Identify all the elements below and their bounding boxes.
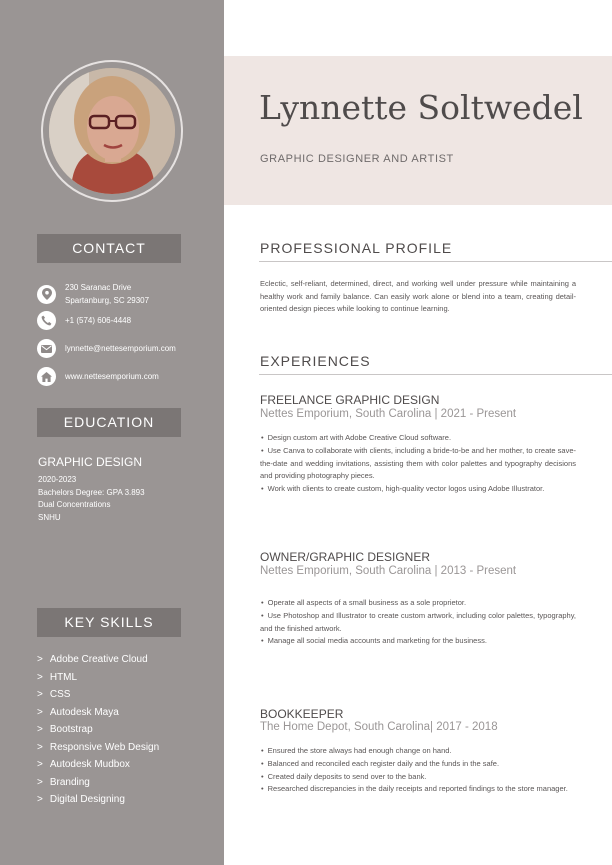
profile-photo (49, 68, 175, 194)
job-bullet: • Manage all social media accounts and marketing for the business. (261, 636, 487, 646)
person-name: Lynnette Soltwedel (259, 88, 583, 127)
skill-item: > HTML (37, 671, 78, 683)
contact-address (37, 281, 149, 307)
job-subtitle: Nettes Emporium, South Carolina | 2021 - Present (260, 408, 517, 420)
job-subtitle: Nettes Emporium, South Carolina | 2013 - Present (260, 565, 517, 577)
job-title: FREELANCE GRAPHIC DESIGN (260, 393, 440, 407)
phone-icon (37, 311, 56, 330)
education-heading: EDUCATION (37, 408, 181, 437)
header-band (224, 56, 612, 205)
job-bullet: • Researched discrepancies in the daily receipts and reported findings to the store manager. (261, 784, 568, 794)
skill-item: > Responsive Web Design (37, 741, 160, 753)
job-bullets (260, 597, 576, 648)
skill-item: > Digital Designing (37, 794, 125, 805)
job-title: OWNER/GRAPHIC DESIGNER (260, 550, 431, 564)
job-bullets (260, 745, 576, 796)
job-bullet: • Ensured the store always had enough change on hand. (261, 746, 452, 755)
experiences-heading: EXPERIENCES (260, 353, 371, 369)
person-role: GRAPHIC DESIGNER AND ARTIST (260, 153, 454, 165)
address-line2: Spartanburg, SC 29307 (65, 296, 150, 305)
job-title: BOOKKEEPER (260, 707, 344, 721)
skill-item: > CSS (37, 689, 71, 700)
skill-item: > Branding (37, 776, 90, 788)
profile-divider (259, 261, 612, 262)
profile-text: Eclectic, self-reliant, determined, direct, and working well under pressure while maintaining a healthy work and family balance. Can easily work alone or blend into a team, creating detail-oriented design pieces while looking to continue learning. (260, 279, 576, 314)
home-icon (37, 367, 56, 386)
education-degree: Bachelors Degree: GPA 3.893 (38, 487, 145, 497)
job-bullet: • Use Canva to collaborate with clients, including a bride-to-be and her mother, to create save-the-date and wedding invitations, assisting them with color palettes and typography decisions and providing photography pieces. (260, 445, 576, 481)
profile-photo-image (49, 68, 175, 194)
skills-list (37, 651, 159, 809)
job-bullet: • Created daily deposits to send over to the bank. (261, 771, 427, 781)
skill-item: > Bootstrap (37, 724, 93, 735)
contact-phone (37, 311, 131, 330)
skills-heading: KEY SKILLS (37, 608, 181, 637)
address-line1: 230 Saranac Drive (65, 283, 132, 292)
envelope-icon (37, 339, 56, 358)
job-bullet: • Work with clients to create custom, high-quality vector logos using Adobe Illustrator. (261, 484, 545, 494)
job-bullet: • Operate all aspects of a small business as a sole proprietor. (261, 598, 467, 607)
experiences-divider (259, 374, 612, 375)
website-url[interactable]: www.nettesemporium.com (65, 372, 159, 381)
education-details (38, 474, 145, 525)
job-subtitle: The Home Depot, South Carolina| 2017 - 2018 (260, 721, 498, 733)
education-years: 2020-2023 (38, 475, 77, 484)
contact-heading: CONTACT (37, 234, 181, 263)
job-bullet: • Design custom art with Adobe Creative Cloud software. (261, 433, 452, 442)
contact-website (37, 367, 159, 386)
education-school: SNHU (38, 513, 61, 523)
job-bullet: • Use Photoshop and Illustrator to create custom artwork, including color palettes, typography, and the finished artwork. (260, 610, 576, 633)
skill-item: > Autodesk Mudbox (37, 759, 130, 770)
skill-item: > Adobe Creative Cloud (37, 654, 148, 665)
education-title: GRAPHIC DESIGN (38, 455, 143, 469)
job-bullet: • Balanced and reconciled each register daily and the funds in the safe. (261, 758, 500, 768)
email-address[interactable]: lynnette@nettesemporium.com (65, 344, 176, 353)
contact-email (37, 339, 176, 358)
phone-number[interactable]: +1 (574) 606-4448 (65, 316, 132, 325)
profile-heading: PROFESSIONAL PROFILE (260, 240, 453, 256)
education-note: Dual Concentrations (38, 500, 111, 510)
location-pin-icon (37, 285, 56, 304)
job-bullets (260, 432, 576, 496)
skill-item: > Autodesk Maya (37, 706, 119, 718)
